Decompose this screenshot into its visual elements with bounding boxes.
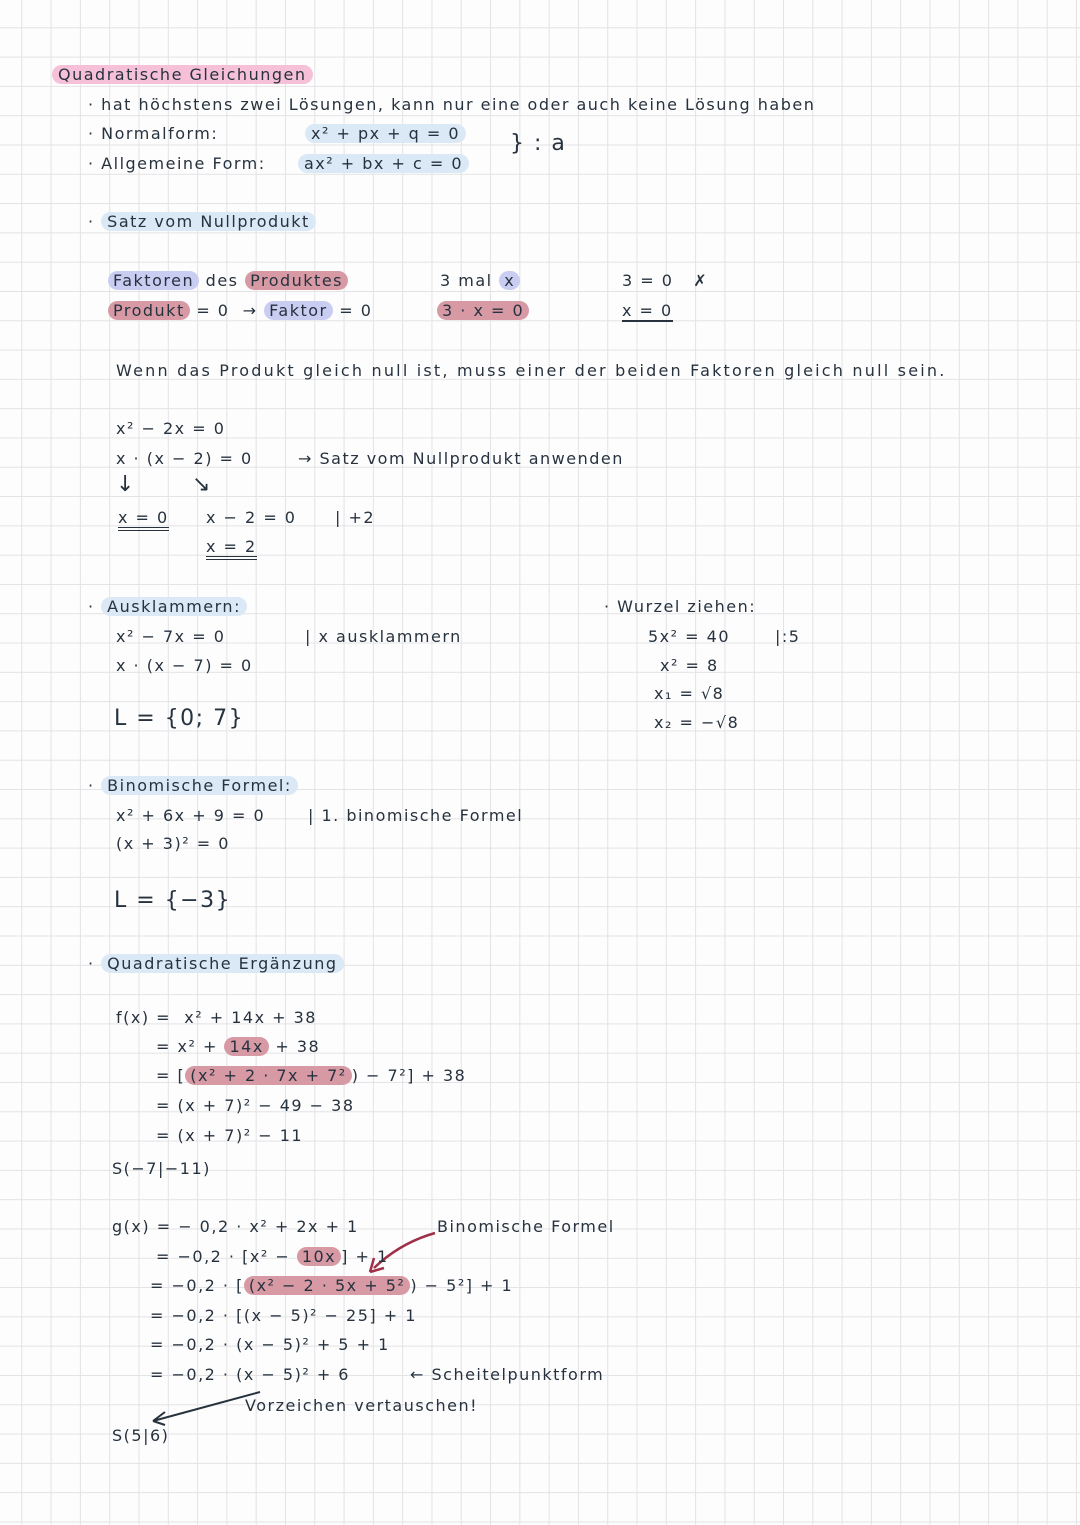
binomisch-note: | 1. binomische Formel: [308, 806, 524, 825]
nullprodukt-heading: Satz vom Nullprodukt: [101, 212, 316, 231]
g-binomial-note: Binomische Formel: [437, 1217, 615, 1236]
f-vertex: S(−7|−11): [112, 1159, 211, 1178]
wurzel-line-1: 5x² = 40: [648, 627, 730, 646]
faktor-label: Faktor: [264, 301, 332, 320]
ausklammern-line-2: x · (x − 7) = 0: [116, 656, 253, 675]
g-line-1: g(x) = − 0,2 · x² + 2x + 1: [112, 1217, 359, 1236]
ausklammern-solution: L = {0; 7}: [114, 706, 245, 731]
example-3-mal: 3 mal: [440, 271, 493, 290]
g-line-6: = −0,2 · (x − 5)² + 6: [150, 1365, 350, 1384]
wurzel-line-2: x² = 8: [660, 656, 719, 675]
wurzel-note: |:5: [775, 627, 801, 646]
rule-sentence: Wenn das Produkt gleich null ist, muss einer der beiden Faktoren gleich null sein.: [116, 361, 947, 380]
brace-divide-note: } : a: [510, 131, 567, 156]
f-line-4: = (x + 7)² − 49 − 38: [156, 1096, 355, 1115]
wurzel-line-4: x₂ = −√8: [654, 713, 740, 732]
binomisch-solution: L = {−3}: [114, 888, 232, 913]
example-note: → Satz vom Nullprodukt anwenden: [298, 449, 624, 468]
f-line-2: = x² + 14x + 38: [156, 1037, 321, 1056]
page-title: Quadratische Gleichungen: [52, 65, 313, 84]
arrow-diagonal-icon: ↘: [192, 472, 212, 497]
arrow-icon: [145, 1388, 265, 1428]
binomisch-line-2: (x + 3)² = 0: [116, 834, 230, 853]
solution-x1: x = 0: [118, 508, 169, 531]
normalform-equation: x² + px + q = 0: [305, 124, 466, 143]
g-line-4: = −0,2 · [(x − 5)² − 25] + 1: [150, 1306, 417, 1325]
equals-zero-arrow: = 0 →: [196, 301, 258, 320]
g-line-5: = −0,2 · (x − 5)² + 5 + 1: [150, 1335, 390, 1354]
f-line-3: = [ (x² + 2 · 7x + 7² ) − 7²] + 38: [156, 1066, 467, 1085]
solution-step: x − 2 = 0: [206, 508, 297, 527]
example-x: x: [499, 271, 520, 290]
wurzel-heading: · Wurzel ziehen:: [604, 597, 757, 616]
f-line-1: f(x) = x² + 14x + 38: [116, 1008, 317, 1027]
solution-step-note: | +2: [335, 508, 376, 527]
example-line-2: x · (x − 2) = 0: [116, 449, 253, 468]
sign-note: Vorzeichen vertauschen!: [245, 1396, 479, 1415]
bullet-solutions: · hat höchstens zwei Lösungen, kann nur eine oder auch keine Lösung haben: [88, 95, 816, 114]
example-product: 3 · x = 0: [437, 301, 529, 320]
produktes-label: Produktes: [245, 271, 348, 290]
binomisch-line-1: x² + 6x + 9 = 0: [116, 806, 266, 825]
produkt-label: Produkt: [108, 301, 190, 320]
des-label: des: [205, 271, 239, 290]
ergaenzung-heading: Quadratische Ergänzung: [101, 954, 343, 973]
ausklammern-heading: Ausklammern:: [101, 597, 247, 616]
wurzel-line-3: x₁ = √8: [654, 684, 725, 703]
g-line-2: = −0,2 · [x² − 10x ] + 1: [156, 1247, 389, 1266]
ausklammern-note: | x ausklammern: [305, 627, 462, 646]
f-line-5: = (x + 7)² − 11: [156, 1126, 304, 1145]
solution-x2: x = 2: [206, 537, 257, 560]
scheitelpunktform-note: ← Scheitelpunktform: [410, 1365, 605, 1384]
allgemeine-form-equation: ax² + bx + c = 0: [298, 154, 469, 173]
arrow-down-icon: ↓: [116, 472, 136, 497]
ausklammern-line-1: x² − 7x = 0: [116, 627, 226, 646]
equals-zero: = 0: [339, 301, 373, 320]
g-vertex: S(5|6): [112, 1426, 170, 1445]
normalform-label: · Normalform:: [88, 124, 219, 143]
faktoren-label: Faktoren: [108, 271, 199, 290]
result-x-zero: x = 0: [622, 301, 673, 320]
binomisch-heading: Binomische Formel:: [101, 776, 298, 795]
example-line-1: x² − 2x = 0: [116, 419, 226, 438]
result-false: 3 = 0 ✗: [622, 271, 709, 290]
allgemeine-form-label: · Allgemeine Form:: [88, 154, 266, 173]
g-line-3: = −0,2 · [ (x² − 2 · 5x + 5² ) − 5²] + 1: [150, 1276, 514, 1295]
